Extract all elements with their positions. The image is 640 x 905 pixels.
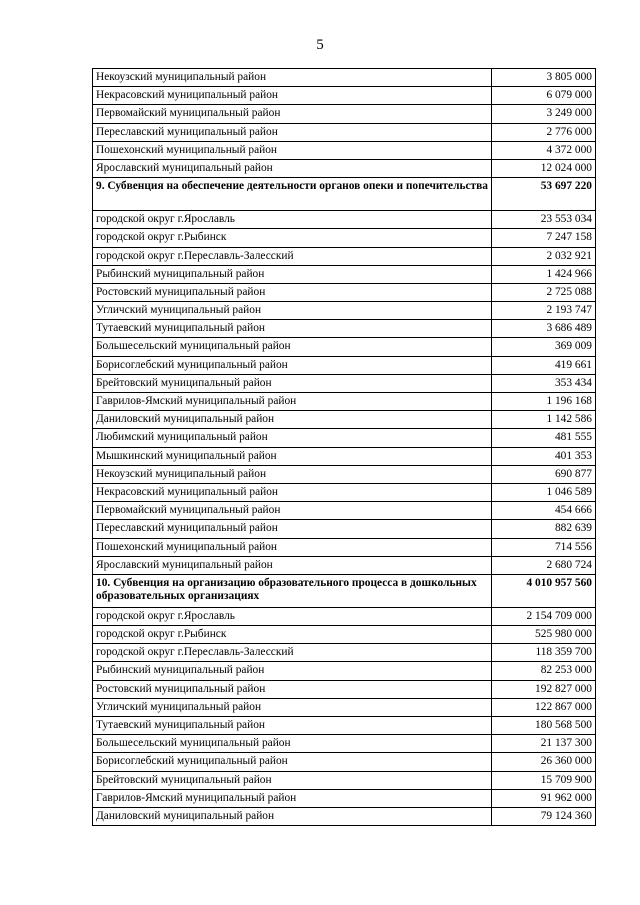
amount-value: 2 776 000 bbox=[492, 123, 596, 141]
amount-value: 3 686 489 bbox=[492, 320, 596, 338]
amount-value: 192 827 000 bbox=[492, 680, 596, 698]
municipality-name: Даниловский муниципальный район bbox=[93, 807, 492, 825]
amount-value: 3 805 000 bbox=[492, 69, 596, 87]
table-row bbox=[93, 159, 596, 177]
amount-value: 21 137 300 bbox=[492, 735, 596, 753]
municipality-name: Пошехонский муниципальный район bbox=[93, 538, 492, 556]
amount-value: 7 247 158 bbox=[492, 229, 596, 247]
municipality-name: городской округ г.Рыбинск bbox=[93, 229, 492, 247]
table-row bbox=[93, 556, 596, 574]
table-row bbox=[93, 283, 596, 301]
table-row bbox=[93, 538, 596, 556]
table-row bbox=[93, 502, 596, 520]
amount-value: 714 556 bbox=[492, 538, 596, 556]
municipality-name: Рыбинский муниципальный район bbox=[93, 662, 492, 680]
municipality-name: Тутаевский муниципальный район bbox=[93, 717, 492, 735]
amount-value: 118 359 700 bbox=[492, 644, 596, 662]
table-row bbox=[93, 680, 596, 698]
municipality-name: Борисоглебский муниципальный район bbox=[93, 356, 492, 374]
municipality-name: Некоузский муниципальный район bbox=[93, 465, 492, 483]
municipality-name: Любимский муниципальный район bbox=[93, 429, 492, 447]
amount-value: 2 032 921 bbox=[492, 247, 596, 265]
section-header-row bbox=[93, 574, 596, 607]
municipality-name: Угличский муниципальный район bbox=[93, 698, 492, 716]
amount-value: 1 424 966 bbox=[492, 265, 596, 283]
table-row bbox=[93, 447, 596, 465]
municipality-name: Ростовский муниципальный район bbox=[93, 680, 492, 698]
amount-value: 1 196 168 bbox=[492, 393, 596, 411]
table-row bbox=[93, 429, 596, 447]
amount-value: 401 353 bbox=[492, 447, 596, 465]
section-title: 10. Субвенция на организацию образовательного процесса в дошкольных образовательных организациях bbox=[93, 574, 492, 607]
table-row bbox=[93, 771, 596, 789]
section-header-row bbox=[93, 178, 596, 211]
table-row bbox=[93, 735, 596, 753]
section-total: 4 010 957 560 bbox=[492, 574, 596, 607]
municipality-name: Некрасовский муниципальный район bbox=[93, 87, 492, 105]
amount-value: 180 568 500 bbox=[492, 717, 596, 735]
municipality-name: городской округ г.Ярославль bbox=[93, 211, 492, 229]
table-row bbox=[93, 87, 596, 105]
table-row bbox=[93, 141, 596, 159]
municipality-name: Даниловский муниципальный район bbox=[93, 411, 492, 429]
municipality-name: Первомайский муниципальный район bbox=[93, 502, 492, 520]
municipality-name: Борисоглебский муниципальный район bbox=[93, 753, 492, 771]
table-row bbox=[93, 229, 596, 247]
amount-value: 26 360 000 bbox=[492, 753, 596, 771]
amount-value: 79 124 360 bbox=[492, 807, 596, 825]
municipality-name: Некрасовский муниципальный район bbox=[93, 483, 492, 501]
amount-value: 4 372 000 bbox=[492, 141, 596, 159]
amount-value: 2 680 724 bbox=[492, 556, 596, 574]
municipality-name: Ярославский муниципальный район bbox=[93, 159, 492, 177]
amount-value: 1 142 586 bbox=[492, 411, 596, 429]
table-row bbox=[93, 662, 596, 680]
budget-table-body bbox=[93, 69, 596, 826]
municipality-name: Некоузский муниципальный район bbox=[93, 69, 492, 87]
municipality-name: Первомайский муниципальный район bbox=[93, 105, 492, 123]
amount-value: 23 553 034 bbox=[492, 211, 596, 229]
amount-value: 525 980 000 bbox=[492, 626, 596, 644]
table-row bbox=[93, 123, 596, 141]
municipality-name: городской округ г.Переславль-Залесский bbox=[93, 247, 492, 265]
municipality-name: городской округ г.Ярославль bbox=[93, 607, 492, 625]
municipality-name: городской округ г.Рыбинск bbox=[93, 626, 492, 644]
amount-value: 369 009 bbox=[492, 338, 596, 356]
table-row bbox=[93, 607, 596, 625]
table-row bbox=[93, 411, 596, 429]
amount-value: 2 154 709 000 bbox=[492, 607, 596, 625]
budget-table bbox=[92, 68, 596, 826]
table-row bbox=[93, 265, 596, 283]
table-row bbox=[93, 520, 596, 538]
table-row bbox=[93, 698, 596, 716]
amount-value: 2 193 747 bbox=[492, 302, 596, 320]
table-row bbox=[93, 374, 596, 392]
amount-value: 12 024 000 bbox=[492, 159, 596, 177]
table-row bbox=[93, 483, 596, 501]
municipality-name: Большесельский муниципальный район bbox=[93, 735, 492, 753]
municipality-name: Пошехонский муниципальный район bbox=[93, 141, 492, 159]
municipality-name: Рыбинский муниципальный район bbox=[93, 265, 492, 283]
page-number: 5 bbox=[316, 37, 324, 53]
amount-value: 15 709 900 bbox=[492, 771, 596, 789]
amount-value: 6 079 000 bbox=[492, 87, 596, 105]
municipality-name: Большесельский муниципальный район bbox=[93, 338, 492, 356]
amount-value: 91 962 000 bbox=[492, 789, 596, 807]
municipality-name: Гаврилов-Ямский муниципальный район bbox=[93, 789, 492, 807]
table-row bbox=[93, 807, 596, 825]
amount-value: 3 249 000 bbox=[492, 105, 596, 123]
table-row bbox=[93, 302, 596, 320]
municipality-name: Угличский муниципальный район bbox=[93, 302, 492, 320]
section-title: 9. Субвенция на обеспечение деятельности органов опеки и попечительства bbox=[93, 178, 492, 211]
amount-value: 690 877 bbox=[492, 465, 596, 483]
municipality-name: Тутаевский муниципальный район bbox=[93, 320, 492, 338]
table-row bbox=[93, 626, 596, 644]
table-row bbox=[93, 717, 596, 735]
table-row bbox=[93, 69, 596, 87]
amount-value: 454 666 bbox=[492, 502, 596, 520]
amount-value: 353 434 bbox=[492, 374, 596, 392]
table-row bbox=[93, 338, 596, 356]
municipality-name: Брейтовский муниципальный район bbox=[93, 771, 492, 789]
section-total: 53 697 220 bbox=[492, 178, 596, 211]
amount-value: 481 555 bbox=[492, 429, 596, 447]
amount-value: 1 046 589 bbox=[492, 483, 596, 501]
table-row bbox=[93, 356, 596, 374]
municipality-name: Брейтовский муниципальный район bbox=[93, 374, 492, 392]
amount-value: 419 661 bbox=[492, 356, 596, 374]
municipality-name: Мышкинский муниципальный район bbox=[93, 447, 492, 465]
table-row bbox=[93, 753, 596, 771]
table-row bbox=[93, 789, 596, 807]
municipality-name: Ростовский муниципальный район bbox=[93, 283, 492, 301]
amount-value: 82 253 000 bbox=[492, 662, 596, 680]
municipality-name: Ярославский муниципальный район bbox=[93, 556, 492, 574]
table-row bbox=[93, 320, 596, 338]
amount-value: 882 639 bbox=[492, 520, 596, 538]
amount-value: 122 867 000 bbox=[492, 698, 596, 716]
table-row bbox=[93, 393, 596, 411]
municipality-name: городской округ г.Переславль-Залесский bbox=[93, 644, 492, 662]
amount-value: 2 725 088 bbox=[492, 283, 596, 301]
table-row bbox=[93, 247, 596, 265]
table-row bbox=[93, 465, 596, 483]
table-row bbox=[93, 644, 596, 662]
municipality-name: Переславский муниципальный район bbox=[93, 123, 492, 141]
table-row bbox=[93, 105, 596, 123]
municipality-name: Гаврилов-Ямский муниципальный район bbox=[93, 393, 492, 411]
municipality-name: Переславский муниципальный район bbox=[93, 520, 492, 538]
table-row bbox=[93, 211, 596, 229]
